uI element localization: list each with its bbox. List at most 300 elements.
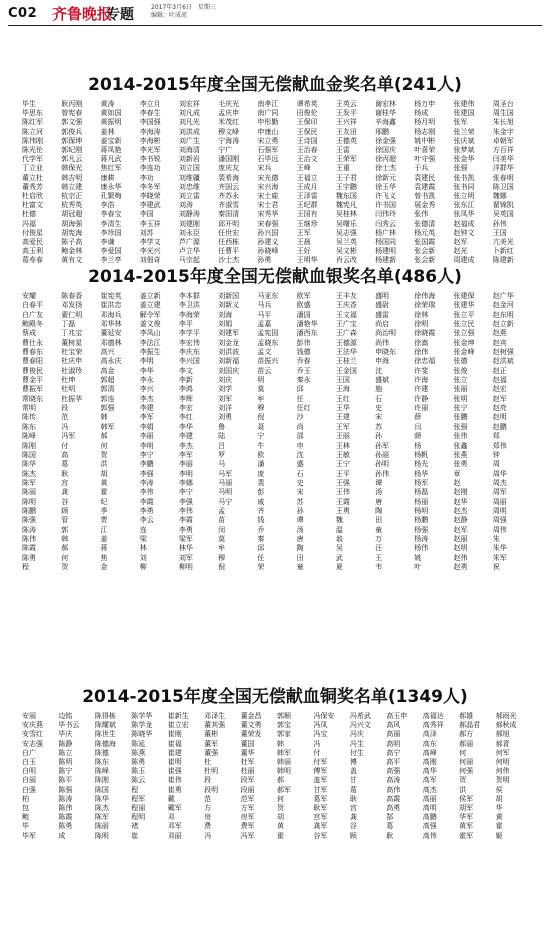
donor-name: 杨志刚 bbox=[414, 127, 436, 136]
donor-name: 李兰亭 bbox=[100, 256, 122, 265]
donor-name: 江 bbox=[100, 525, 108, 534]
donor-name: 谭 bbox=[296, 516, 304, 525]
donor-name: 付俊星 bbox=[22, 228, 43, 237]
donor-name: 马丽 bbox=[218, 478, 233, 487]
issue-date: 2017年3月6日 星期三 bbox=[151, 4, 216, 11]
donor-name: 盖军 bbox=[313, 776, 328, 785]
donor-name: 王红 bbox=[335, 394, 350, 403]
donor-name: 高涛 bbox=[386, 776, 401, 785]
donor-name: 孟嘉 bbox=[257, 320, 272, 329]
donor-name: 李振生 bbox=[139, 348, 161, 357]
donor-name: 贺 bbox=[276, 804, 284, 813]
donor-name: 杨成 bbox=[414, 109, 429, 118]
donor-name: 邱 bbox=[296, 385, 304, 394]
donor-name: 丁磊 bbox=[61, 320, 76, 329]
donor-name: 谭希英 bbox=[296, 100, 318, 108]
donor-name: 杜明 bbox=[61, 385, 76, 394]
donor-name: 毕 bbox=[22, 822, 29, 831]
donor-name: 房军 bbox=[240, 813, 255, 822]
donor-name: 祝 bbox=[492, 562, 500, 571]
donor-name: 孟庆申 bbox=[218, 109, 240, 118]
donor-name: 李书锐 bbox=[139, 155, 161, 164]
donor-name: 杨涛 bbox=[414, 534, 429, 543]
donor-name: 霍 bbox=[100, 488, 108, 497]
donor-name: 温 bbox=[335, 525, 343, 534]
donor-name: 董秀芳 bbox=[22, 182, 43, 191]
donor-name: 袁建霞 bbox=[414, 182, 436, 191]
donor-name: 陈华 bbox=[94, 794, 109, 803]
donor-name: 王敏 bbox=[335, 450, 350, 459]
donor-name: 王华 bbox=[335, 404, 350, 413]
donor-name: 何 bbox=[61, 553, 69, 562]
donor-name: 程明 bbox=[131, 813, 146, 822]
donor-name: 李庆东 bbox=[178, 348, 200, 357]
donor-name: 胡宪海 bbox=[61, 228, 83, 237]
donor-name: 李冬军 bbox=[139, 182, 161, 191]
donor-name: 马明 bbox=[218, 488, 233, 497]
donor-name: 许书国 bbox=[375, 201, 397, 210]
donor-name: 尚伟 bbox=[375, 338, 390, 347]
donor-name: 宋春强 bbox=[257, 219, 279, 228]
donor-name: 龚 bbox=[349, 813, 357, 822]
donor-name: 赵伟 bbox=[453, 553, 468, 562]
donor-name: 宋立勇 bbox=[257, 136, 279, 145]
donor-name: 边铭 bbox=[58, 712, 73, 720]
donor-name: 张勇 bbox=[453, 460, 468, 469]
donor-name: 范军 bbox=[240, 794, 255, 803]
donor-name: 陈晓华 bbox=[131, 730, 153, 739]
donor-name: 宋 bbox=[296, 488, 304, 497]
donor-name: 孟晓东 bbox=[257, 338, 279, 347]
donor-name: 任红 bbox=[296, 404, 311, 413]
donor-name: 张立 bbox=[453, 376, 468, 385]
donor-name: 黄如国 bbox=[100, 109, 122, 118]
donor-name: 南孝江 bbox=[257, 100, 279, 108]
donor-name: 程 bbox=[22, 562, 29, 571]
donor-name: 秦 bbox=[257, 534, 265, 543]
donor-name: 徐荣瑞 bbox=[414, 301, 436, 310]
donor-name: 钱德 bbox=[296, 348, 311, 357]
donor-name: 蔡成 bbox=[22, 329, 36, 338]
donor-name: 魏东国 bbox=[335, 192, 357, 201]
donor-name: 崔 bbox=[131, 831, 139, 840]
donor-name: 宋兵 bbox=[257, 164, 272, 173]
donor-name: 张俊 bbox=[453, 366, 468, 375]
editor-credit: 编辑：叶成虎 bbox=[151, 12, 188, 19]
donor-name: 郝方 bbox=[459, 730, 474, 739]
donor-name: 杜明 bbox=[204, 767, 219, 776]
donor-name: 王国 bbox=[492, 228, 507, 237]
donor-name: 高强 bbox=[422, 822, 437, 831]
donor-name: 管 bbox=[61, 516, 69, 525]
donor-name: 邓海兵 bbox=[100, 310, 122, 319]
donor-name: 张强 bbox=[453, 422, 468, 431]
donor-name: 申康山 bbox=[257, 127, 279, 136]
donor-name: 董文勇 bbox=[240, 721, 262, 730]
donor-name: 史 bbox=[296, 478, 304, 487]
donor-name: 毛庆光 bbox=[218, 100, 240, 108]
gold-name-list bbox=[22, 100, 532, 266]
donor-name: 姬 bbox=[495, 831, 503, 840]
section-name: 专题 bbox=[106, 7, 134, 23]
donor-name: 葛 bbox=[349, 785, 357, 794]
donor-name: 尚 bbox=[296, 422, 304, 431]
donor-name: 罗 bbox=[218, 450, 226, 459]
donor-name: 柳明 bbox=[178, 562, 193, 571]
donor-name: 李爱国 bbox=[100, 247, 122, 256]
donor-name: 唐 bbox=[375, 497, 383, 506]
donor-name: 卜新红 bbox=[492, 247, 514, 256]
donor-name: 张梦斌 bbox=[453, 146, 475, 155]
donor-name: 徐忠福 bbox=[414, 357, 436, 366]
donor-name: 郝青 bbox=[495, 739, 510, 748]
donor-name: 王泽雷 bbox=[296, 192, 318, 201]
donor-name: 孙明 bbox=[375, 460, 390, 469]
donor-name: 韩丽 bbox=[276, 758, 291, 767]
donor-name: 李宁 bbox=[178, 488, 193, 497]
donor-name: 尚启 bbox=[375, 320, 390, 329]
donor-name: 姜林 bbox=[100, 127, 115, 136]
donor-name: 苗云 bbox=[257, 366, 272, 375]
donor-name: 李强 bbox=[178, 497, 193, 506]
donor-name: 贺 bbox=[100, 450, 108, 459]
donor-name: 段 bbox=[204, 776, 212, 785]
donor-name: 李法江 bbox=[139, 338, 161, 347]
donor-name: 葛寿春 bbox=[22, 256, 43, 265]
donor-name: 李兴 bbox=[139, 385, 154, 394]
donor-name: 刘凡成 bbox=[178, 109, 200, 118]
donor-name: 赵丽 bbox=[453, 534, 468, 543]
donor-name: 王兴祥 bbox=[335, 118, 357, 127]
donor-name: 李丽 bbox=[139, 432, 154, 441]
donor-name: 陈伟 bbox=[58, 804, 73, 813]
donor-name: 邓发扬 bbox=[61, 301, 83, 310]
donor-name: 陈光伦 bbox=[22, 146, 43, 155]
donor-name: 李兴国 bbox=[178, 357, 200, 366]
donor-name: 陆 bbox=[218, 432, 226, 441]
donor-name: 王晨 bbox=[296, 238, 311, 247]
donor-name: 申彤勤 bbox=[257, 118, 279, 127]
donor-name: 吴桂林 bbox=[335, 210, 357, 219]
donor-name: 李明 bbox=[139, 441, 154, 450]
donor-name: 赵广华 bbox=[492, 292, 514, 300]
donor-name: 曾书凯 bbox=[414, 192, 436, 201]
donor-name: 刘军 bbox=[218, 394, 233, 403]
donor-name: 盛雷 bbox=[375, 310, 390, 319]
donor-name: 陈子高 bbox=[61, 238, 83, 247]
donor-name: 冯凤 bbox=[313, 721, 328, 730]
donor-name: 董延安 bbox=[100, 329, 122, 338]
donor-name: 董荣发 bbox=[240, 730, 262, 739]
donor-name: 郭俊兵 bbox=[61, 127, 83, 136]
donor-name: 王英云 bbox=[335, 100, 357, 108]
donor-name: 陈国 bbox=[94, 785, 109, 794]
donor-name: 张燕 bbox=[453, 450, 468, 459]
donor-name: 白强 bbox=[22, 785, 36, 794]
donor-name: 张建华 bbox=[453, 301, 475, 310]
donor-name: 高丽 bbox=[422, 794, 437, 803]
donor-name: 赵勇 bbox=[453, 562, 468, 571]
donor-name: 蒋凡武 bbox=[100, 155, 122, 164]
donor-name: 王治文 bbox=[296, 155, 318, 164]
donor-name: 齐国云 bbox=[218, 182, 240, 191]
donor-name: 魏宪凡 bbox=[335, 201, 357, 210]
donor-name: 成 bbox=[58, 831, 66, 840]
donor-name: 华 bbox=[495, 804, 503, 813]
donor-name: 秦永 bbox=[296, 376, 311, 385]
donor-name: 欧 bbox=[257, 450, 265, 459]
silver-name-list bbox=[22, 292, 532, 572]
donor-name: 倪 bbox=[257, 413, 265, 422]
donor-name: 安志强 bbox=[22, 739, 43, 748]
donor-name: 刘新岩 bbox=[178, 155, 200, 164]
donor-name: 陈宁 bbox=[58, 767, 73, 776]
donor-name: 徐新元 bbox=[375, 173, 397, 182]
donor-name: 李光军 bbox=[139, 146, 161, 155]
donor-name: 夏 bbox=[335, 562, 343, 571]
donor-name: 张凤华 bbox=[453, 210, 475, 219]
donor-name: 康永华 bbox=[100, 182, 122, 191]
donor-name: 陈伟 bbox=[22, 534, 36, 543]
donor-name: 张德清 bbox=[414, 219, 436, 228]
donor-name: 庞庆友 bbox=[218, 164, 240, 173]
donor-name: 刘立雷 bbox=[178, 192, 200, 201]
donor-name: 韩军 bbox=[100, 422, 115, 431]
donor-name: 李强 bbox=[139, 469, 154, 478]
donor-name: 吴曙乐 bbox=[335, 219, 357, 228]
donor-name: 齐 bbox=[257, 506, 265, 515]
donor-name: 陈德 bbox=[94, 748, 109, 757]
donor-name: 周 bbox=[492, 460, 500, 469]
donor-name: 侯 bbox=[495, 785, 503, 794]
donor-name: 范 bbox=[204, 794, 212, 803]
donor-name: 杨月明 bbox=[414, 118, 436, 127]
donor-name: 郝 bbox=[276, 776, 284, 785]
donor-name: 戴军 bbox=[167, 804, 182, 813]
donor-name: 李杰 bbox=[139, 394, 154, 403]
donor-name: 杨光 bbox=[414, 460, 429, 469]
donor-name: 徐丙超 bbox=[375, 155, 397, 164]
donor-name: 张国霞 bbox=[414, 238, 436, 247]
donor-name: 张军 bbox=[453, 118, 468, 127]
donor-name: 张会新 bbox=[414, 247, 436, 256]
donor-name: 高伟 bbox=[422, 831, 437, 840]
donor-name: 李学平 bbox=[178, 329, 200, 338]
donor-name: 吴英国 bbox=[492, 210, 514, 219]
donor-name: 龚军 bbox=[313, 822, 328, 831]
donor-name: 汤 bbox=[296, 525, 304, 534]
donor-name: 贾 bbox=[100, 516, 108, 525]
donor-name: 许建 bbox=[414, 385, 429, 394]
donor-name: 鲍殿冬 bbox=[22, 320, 43, 329]
donor-name: 芦广源 bbox=[178, 238, 200, 247]
donor-name: 宫 bbox=[61, 478, 69, 487]
donor-name: 段明 bbox=[204, 785, 219, 794]
donor-name: 高爱民 bbox=[22, 238, 43, 247]
donor-name: 盛斌 bbox=[375, 376, 390, 385]
donor-name: 何 bbox=[459, 748, 467, 757]
donor-name: 程丽 bbox=[131, 804, 146, 813]
donor-name: 汪 bbox=[375, 544, 383, 553]
donor-name: 张立民 bbox=[453, 320, 475, 329]
donor-name: 李清生 bbox=[100, 219, 122, 228]
donor-name: 张金华 bbox=[453, 155, 475, 164]
donor-name: 王峰 bbox=[296, 164, 311, 173]
donor-name: 穆文峰 bbox=[218, 127, 240, 136]
donor-name: 刘国庆 bbox=[218, 366, 240, 375]
donor-name: 李文 bbox=[178, 366, 193, 375]
donor-name: 高霞 bbox=[386, 794, 401, 803]
donor-name: 高泽 bbox=[422, 730, 437, 739]
donor-name: 潘国刚 bbox=[218, 155, 240, 164]
donor-name: 黄军 bbox=[459, 822, 474, 831]
donor-name: 刘勇 bbox=[218, 413, 233, 422]
donor-name: 陈丽 bbox=[22, 488, 36, 497]
donor-name: 黄 bbox=[495, 813, 503, 822]
donor-name: 陈伟刚 bbox=[22, 136, 43, 145]
donor-name: 王桂兰 bbox=[335, 357, 357, 366]
donor-name: 刘新义 bbox=[218, 301, 240, 310]
donor-name: 崔强 bbox=[167, 767, 182, 776]
donor-name: 明 bbox=[257, 376, 265, 385]
donor-name: 张立明 bbox=[453, 192, 475, 201]
donor-name: 冯希武 bbox=[349, 712, 371, 720]
donor-name: 李鹏 bbox=[139, 460, 154, 469]
donor-name: 盛尉 bbox=[375, 301, 390, 310]
donor-name: 郑伟 bbox=[492, 441, 507, 450]
donor-name: 徐嵩 bbox=[414, 338, 429, 347]
donor-name: 徐玉华 bbox=[375, 182, 397, 191]
donor-name: 刘金龙 bbox=[218, 338, 240, 347]
donor-name: 李连功 bbox=[139, 164, 161, 173]
donor-name: 贺 bbox=[459, 776, 467, 785]
donor-name: 葛 bbox=[61, 460, 69, 469]
donor-name: 谷 bbox=[61, 497, 69, 506]
donor-name: 杨帆 bbox=[414, 450, 429, 459]
donor-name: 宁海涛 bbox=[218, 136, 240, 145]
donor-name: 邵 bbox=[296, 432, 304, 441]
donor-name: 李宏伟 bbox=[178, 338, 200, 347]
donor-name: 崔明 bbox=[167, 758, 182, 767]
donor-name: 叶守强 bbox=[414, 155, 436, 164]
donor-name: 孟宪国 bbox=[257, 329, 279, 338]
donor-name: 胡冠超 bbox=[61, 210, 83, 219]
donor-name: 姜 bbox=[100, 534, 108, 543]
donor-name: 王宇鹏 bbox=[335, 182, 357, 191]
donor-name: 赵树强 bbox=[492, 348, 514, 357]
donor-name: 毕思东 bbox=[22, 109, 43, 118]
donor-name: 宫军 bbox=[313, 813, 328, 822]
donor-name: 褚 bbox=[131, 822, 139, 831]
donor-name: 郭纪刚 bbox=[61, 146, 83, 155]
donor-name: 李华 bbox=[139, 366, 154, 375]
donor-name: 卢立华 bbox=[178, 247, 200, 256]
donor-name: 赵光 bbox=[453, 247, 468, 256]
donor-name: 王法华 bbox=[335, 348, 357, 357]
donor-name: 袁建民 bbox=[414, 173, 436, 182]
donor-name: 武 bbox=[335, 553, 343, 562]
donor-name: 赵静 bbox=[453, 516, 468, 525]
donor-name: 刘凡光 bbox=[178, 118, 200, 127]
donor-name: 宋士君 bbox=[257, 201, 279, 210]
donor-name: 周丽 bbox=[492, 497, 507, 506]
donor-name: 华军 bbox=[459, 813, 474, 822]
donor-name: 高强 bbox=[386, 767, 401, 776]
donor-name: 朱金宇 bbox=[492, 127, 514, 136]
donor-name: 程 bbox=[131, 785, 139, 794]
donor-name: 陈勇 bbox=[58, 822, 73, 831]
donor-name: 董彬 bbox=[204, 730, 219, 739]
donor-name: 彭 bbox=[257, 488, 265, 497]
donor-name: 陈霞 bbox=[58, 813, 73, 822]
donor-name: 张金峰 bbox=[453, 348, 475, 357]
donor-name: 潘西东 bbox=[296, 329, 318, 338]
donor-name: 曾宪春 bbox=[61, 109, 83, 118]
donor-name: 郝秋成 bbox=[495, 721, 517, 730]
donor-name: 赵钟文 bbox=[453, 228, 475, 237]
donor-name: 高勇 bbox=[386, 804, 401, 813]
donor-name: 杨强 bbox=[414, 525, 429, 534]
donor-name: 付 bbox=[61, 441, 69, 450]
donor-name: 任世宏 bbox=[218, 228, 240, 237]
donor-name: 赵福成 bbox=[453, 219, 475, 228]
donor-name: 白广友 bbox=[22, 310, 43, 319]
donor-name: 李海彬 bbox=[139, 136, 161, 145]
bronze-name-list bbox=[22, 712, 532, 841]
donor-name: 王荣军 bbox=[335, 155, 357, 164]
donor-name: 王军 bbox=[296, 228, 311, 237]
donor-name: 韩立建 bbox=[61, 182, 83, 191]
donor-name: 侯军 bbox=[459, 794, 474, 803]
donor-name: 许丽 bbox=[414, 404, 429, 413]
donor-name: 沈 bbox=[375, 366, 383, 375]
donor-name: 张宁 bbox=[453, 404, 468, 413]
donor-name: 潘 bbox=[257, 460, 265, 469]
donor-name: 杨广林 bbox=[375, 228, 397, 237]
donor-name: 宋兴海 bbox=[257, 182, 279, 191]
donor-name: 王广宝 bbox=[335, 320, 357, 329]
donor-name: 冯保安 bbox=[313, 712, 335, 720]
donor-name: 闵 bbox=[218, 525, 226, 534]
donor-name: 张立平 bbox=[453, 310, 475, 319]
donor-name: 高宁 bbox=[386, 748, 401, 757]
donor-name: 李霞 bbox=[139, 497, 154, 506]
donor-name: 张鹏 bbox=[453, 413, 468, 422]
donor-name: 董金昌 bbox=[240, 712, 262, 720]
donor-name: 陈建新 bbox=[492, 256, 514, 265]
donor-name: 万 bbox=[375, 534, 383, 543]
donor-name: 孙晓峰 bbox=[257, 247, 279, 256]
donor-name: 宫 bbox=[349, 804, 357, 813]
donor-name: 周强 bbox=[492, 516, 507, 525]
donor-name: 田俊伦 bbox=[296, 109, 318, 118]
donor-name: 李军 bbox=[139, 413, 154, 422]
donor-name: 叶喜荣 bbox=[414, 146, 436, 155]
donor-name: 宁 bbox=[257, 432, 265, 441]
donor-name: 杜 bbox=[204, 758, 212, 767]
donor-name: 马宗起 bbox=[178, 256, 200, 265]
donor-name: 高秀祥 bbox=[422, 721, 444, 730]
donor-name: 李杰 bbox=[178, 441, 193, 450]
donor-name: 李辉 bbox=[178, 394, 193, 403]
donor-name: 翟仁明 bbox=[61, 310, 83, 319]
donor-name: 高玉利 bbox=[22, 247, 43, 256]
donor-name: 陈强 bbox=[22, 516, 36, 525]
donor-name: 刘静涛 bbox=[178, 210, 200, 219]
donor-name: 曹仕永 bbox=[22, 338, 43, 347]
donor-name: 张鑫 bbox=[453, 441, 468, 450]
donor-name: 郭保坤 bbox=[61, 136, 83, 145]
